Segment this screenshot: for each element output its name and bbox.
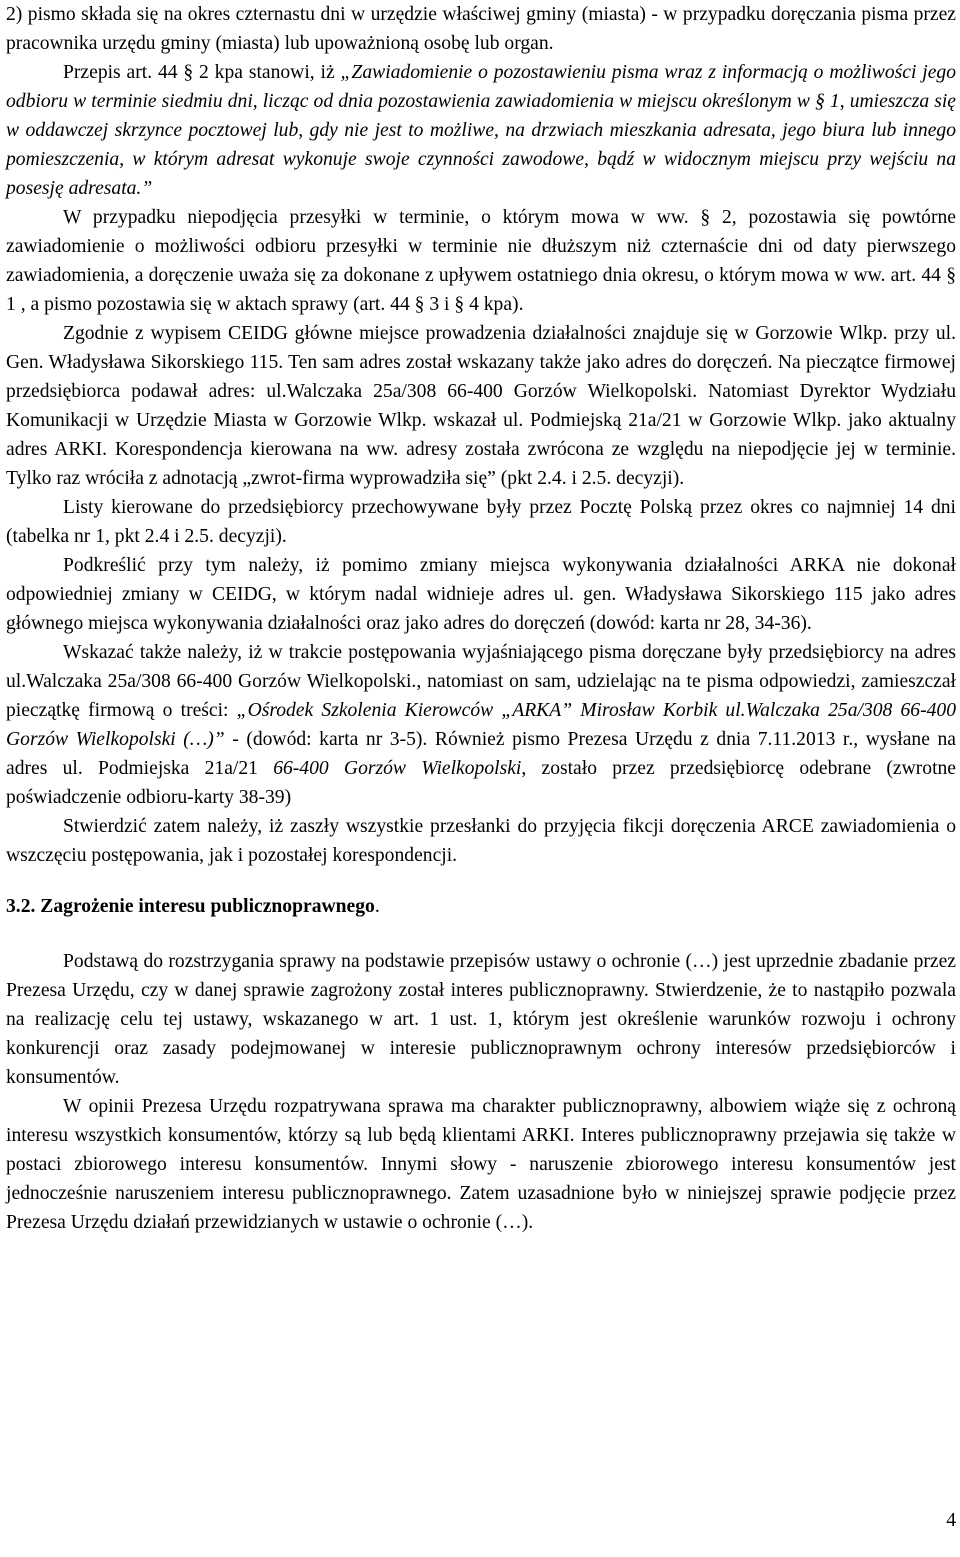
paragraph-ceidg-not-updated: [6, 551, 956, 638]
paragraph-conclusion: [6, 812, 956, 870]
section-heading-text: 3.2. Zagrożenie interesu publicznoprawnego: [6, 896, 375, 917]
paragraph-art44-quote: [6, 58, 956, 203]
text-run: Podstawą do rozstrzygania sprawy na podstawie przepisów ustawy o ochronie (…) jest uprzednie zbadanie przez Prezesa Urzędu, czy w danej sprawie zagrożony został interes publicznoprawny. Stwierdzenie, że to nastąpiło pozwala na realizację celu tej ustawy, wskazanego w art. 1 ust. 1, którym jest określenie warunków rozwoju i ochrony konkurencji oraz zasady podejmowanej w interesie publicznoprawnym ochrony interesów przedsiębiorców i konsumentów.: [6, 951, 956, 1088]
italic-text-run: 66-400 Gorzów Wielkopolski: [273, 758, 522, 779]
text-run: Listy kierowane do przedsiębiorcy przechowywane były przez Pocztę Polską przez okres co najmniej 14 dni (tabelka nr 1, pkt 2.4 i 2.5. decyzji).: [6, 497, 956, 547]
paragraph-ceidg-addresses: [6, 319, 956, 493]
paragraph-list-item-2: [6, 0, 956, 58]
text-run: - (dowód: karta nr 3-5). Również pismo Prezesa Urzędu z dnia 7.11.2013 r., wysłane na adres ul. Podmiejska 21a/21: [6, 729, 956, 779]
paragraph-poczta-polska: [6, 493, 956, 551]
text-run: Wskazać także należy, iż w trakcie postępowania wyjaśniającego pisma doręczane były przedsiębiorcy na adres ul.Walczaka 25a/308 66-400 Gorzów Wielkopolski., natomiast on sam, udzielając na te pisma odpowiedzi, zamieszczał pieczątkę firmową o treści:: [6, 642, 956, 721]
section-heading-suffix: .: [374, 896, 380, 917]
text-run: W przypadku niepodjęcia przesyłki w terminie, o którym mowa w ww. § 2, pozostawia się powtórne zawiadomienie o możliwości odbioru przesyłki w terminie nie dłuższym niż czternaście dni od daty pierwszego zawiadomienia, a doręczenie uważa się za dokonane z upływem ostatniego dnia okresu, o którym mowa w ww. art. 44 § 1 , a pismo pozostawia się w aktach sprawy (art. 44 § 3 i § 4 kpa).: [6, 207, 956, 315]
page-number: 4: [946, 1510, 956, 1531]
text-run: Zgodnie z wypisem CEIDG główne miejsce prowadzenia działalności znajduje się w Gorzowie Wlkp. przy ul. Gen. Władysława Sikorskiego 115. Ten sam adres został wskazany także jako adres do doręczeń. Na pieczątce firmowej przedsiębiorca podawał adres: ul.Walczaka 25a/308 66-400 Gorzów Wielkopolski. Natomiast Dyrektor Wydziału Komunikacji w Urzędzie Miasta w Gorzowie Wlkp. wskazał ul. Podmiejską 21a/21 w Gorzowie Wlkp. jako aktualny adres ARKI. Korespondencja kierowana na ww. adresy została zwrócona ze względu na niepodjęcie jej w terminie. Tylko raz wróciła z adnotacją „zwrot-firma wyprowadziła się” (pkt 2.4. i 2.5. decyzji).: [6, 323, 956, 489]
section-heading: [6, 892, 956, 921]
text-run: Stwierdzić zatem należy, iż zaszły wszystkie przesłanki do przyjęcia fikcji doręczenia ARCE zawiadomienia o wszczęciu postępowania, jak i pozostałej korespondencji.: [6, 816, 956, 866]
document-page: [6, 0, 956, 1237]
paragraph-second-notice: [6, 203, 956, 319]
text-run: Przepis art. 44 § 2 kpa stanowi, iż: [63, 62, 341, 83]
italic-text-run: „Zawiadomienie o pozostawieniu pisma wraz z informacją o możliwości jego odbioru w terminie siedmiu dni, licząc od dnia pozostawienia zawiadomienia w miejscu określonym w § 1, umieszcza się w oddawczej skrzynce pocztowej lub, gdy nie jest to możliwe, na drzwiach mieszkania adresata, jego biura lub innego pomieszczenia, w którym adresat wykonuje swoje czynności zawodowe, bądź w widocznym miejscu przy wejściu na posesję adresata.”: [6, 62, 957, 199]
text-run: W opinii Prezesa Urzędu rozpatrywana sprawa ma charakter publicznoprawny, albowiem wiąże się z ochroną interesu wszystkich konsumentów, którzy są lub będą klientami ARKI. Interes publicznoprawny przejawia się także w postaci zbiorowego interesu konsumentów. Innymi słowy - naruszenie zbiorowego interesu konsumentów jest jednocześnie naruszeniem interesu publicznoprawnego. Zatem uzasadnione było w niniejszej sprawie podjęcie przez Prezesa Urzędu działań przewidzianych w ustawie o ochronie (…).: [6, 1096, 956, 1233]
paragraph-public-interest-opinion: [6, 1092, 956, 1237]
italic-text-run: „Ośrodek Szkolenia Kierowców „ARKA” Mirosław Korbik ul.Walczaka 25a/308 66-400 Gorzów Wielkopolski (…)”: [6, 700, 957, 750]
text-run: Podkreślić przy tym należy, iż pomimo zmiany miejsca wykonywania działalności ARKA nie dokonał odpowiedniej zmiany w CEIDG, w którym nadal widnieje adres ul. gen. Władysława Sikorskiego 115 jako adres głównego miejsca wykonywania działalności oraz jako adres do doręczeń (dowód: karta nr 28, 34-36).: [6, 555, 956, 634]
text-run: 2) pismo składa się na okres czternastu dni w urzędzie właściwej gminy (miasta) - w przypadku doręczania pisma przez pracownika urzędu gminy (miasta) lub upoważnioną osobę lub organ.: [6, 4, 956, 54]
paragraph-stamp-content: [6, 638, 956, 812]
text-run: , zostało przez przedsiębiorcę odebrane (zwrotne poświadczenie odbioru-karty 38-39): [6, 758, 957, 808]
paragraph-public-interest-basis: [6, 947, 956, 1092]
